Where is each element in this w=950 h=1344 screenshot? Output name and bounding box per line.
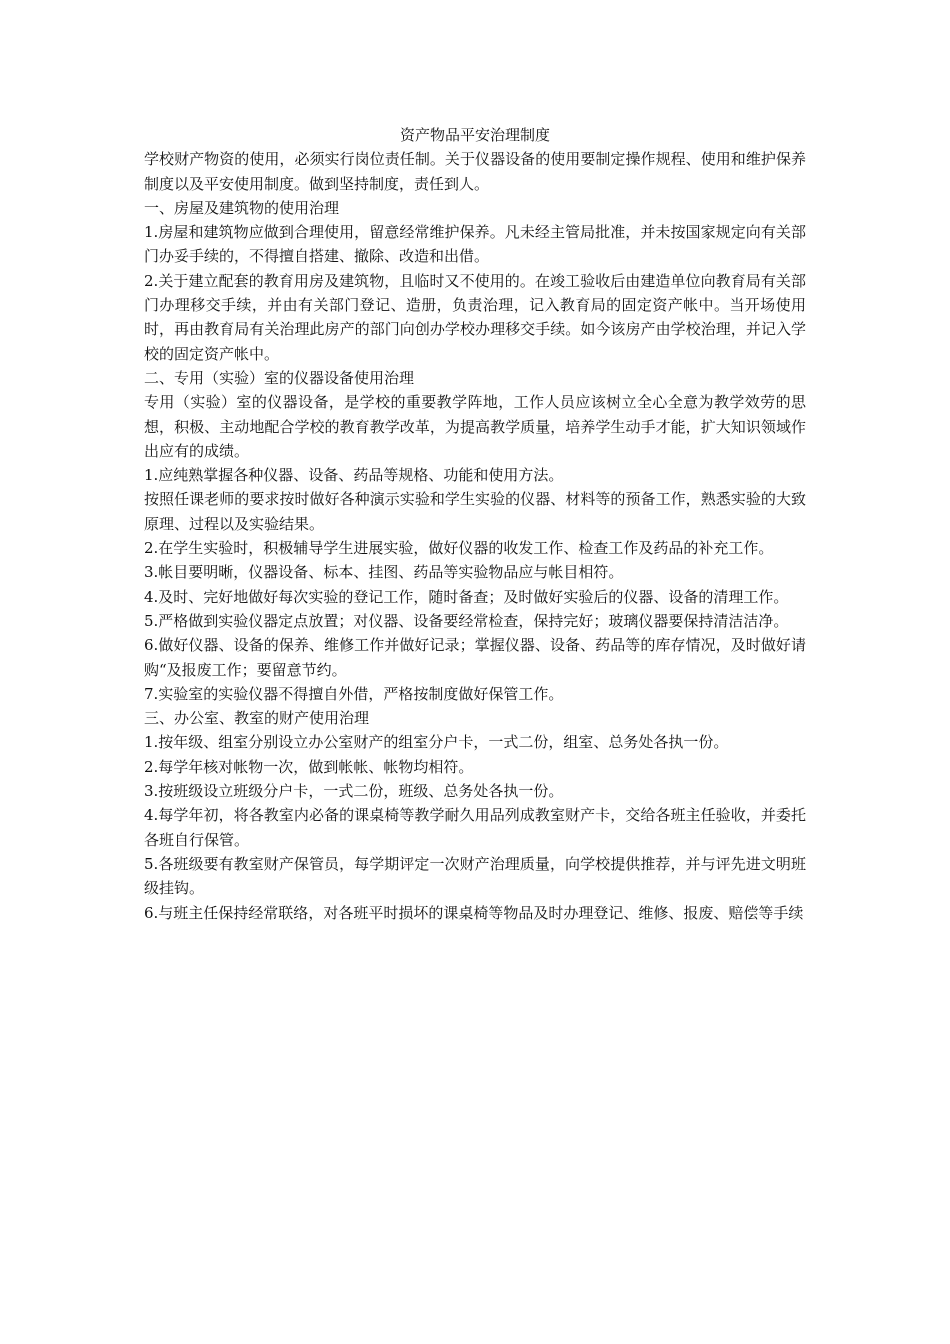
document-title: 资产物品平安治理制度 bbox=[399, 126, 550, 144]
paragraph-office-5: 5.各班级要有教室财产保管员，每学期评定一次财产治理质量，向学校提供推荐，并与评先进文明班级挂钩。 bbox=[144, 854, 806, 898]
paragraph-intro: 学校财产物资的使用，必须实行岗位责任制。关于仪器设备的使用要制定操作规程、使用和维护保养制度以及平安使用制度。做到坚持制度，责任到人。 bbox=[144, 150, 806, 193]
paragraph-lab-2: 2.在学生实验时，积极辅导学生进展实验，做好仪器的收发工作、检查工作及药品的补充工作。 bbox=[144, 539, 774, 558]
paragraph-lab-3: 3.帐目要明晰，仪器设备、标本、挂图、药品等实验物品应与帐目相符。 bbox=[144, 563, 624, 582]
document-body bbox=[144, 123, 806, 925]
section-heading-lab: 二、专用（实验）室的仪器设备使用治理 bbox=[144, 368, 415, 387]
paragraph-office-4: 4.每学年初，将各教室内必备的课桌椅等教学耐久用品列成教室财产卡，交给各班主任验收，并委托各班自行保管。 bbox=[144, 806, 806, 849]
paragraph-lab-5: 5.严格做到实验仪器定点放置；对仪器、设备要经常检查，保持完好；玻璃仪器要保持清洁洁净。 bbox=[144, 611, 789, 630]
paragraph-lab-6: 6.做好仪器、设备的保养、维修工作并做好记录；掌握仪器、设备、药品等的库存情况，及时做好请购“及报废工作；要留意节约。 bbox=[144, 636, 806, 679]
paragraph-lab-intro: 专用（实验）室的仪器设备，是学校的重要教学阵地，工作人员应该树立全心全意为教学效劳的思想，积极、主动地配合学校的教育教学改革，为提高教学质量，培养学生动手才能，扩大知识领域作出应有的成绩。 bbox=[144, 393, 806, 460]
section-heading-buildings: 一、房屋及建筑物的使用治理 bbox=[144, 198, 340, 217]
section-heading-office: 三、办公室、教室的财产使用治理 bbox=[144, 709, 370, 728]
paragraph-office-2: 2.每学年核对帐物一次，做到帐帐、帐物均相符。 bbox=[144, 757, 474, 776]
paragraph-office-6: 6.与班主任保持经常联络，对各班平时损坏的课桌椅等物品及时办理登记、维修、报废、赔偿等手续 bbox=[144, 903, 804, 922]
paragraph-office-1: 1.按年级、组室分别设立办公室财产的组室分户卡，一式二份，组室、总务处各执一份。 bbox=[144, 733, 729, 752]
paragraph-buildings-2: 2.关于建立配套的教育用房及建筑物，且临时又不使用的。在竣工验收后由建造单位向教育局有关部门办理移交手续，并由有关部门登记、造册，负责治理，记入教育局的固定资产帐中。当开场使用时，再由教育局有关治理此房产的部门向创办学校办理移交手续。如今该房产由学校治理，并记入学校的固定资产帐中。 bbox=[144, 271, 806, 363]
paragraph-office-3: 3.按班级设立班级分户卡，一式二份，班级、总务处各执一份。 bbox=[144, 782, 564, 801]
paragraph-lab-prep: 按照任课老师的要求按时做好各种演示实验和学生实验的仪器、材料等的预备工作，熟悉实验的大致原理、过程以及实验结果。 bbox=[144, 490, 806, 533]
paragraph-lab-7: 7.实验室的实验仪器不得擅自外借，严格按制度做好保管工作。 bbox=[144, 684, 564, 703]
paragraph-lab-4: 4.及时、完好地做好每次实验的登记工作，随时备查；及时做好实验后的仪器、设备的清理工作。 bbox=[144, 587, 789, 606]
paragraph-buildings-1: 1.房屋和建筑物应做到合理使用，留意经常维护保养。凡未经主管局批准，并未按国家规定向有关部门办妥手续的，不得擅自搭建、撤除、改造和出借。 bbox=[144, 223, 806, 266]
paragraph-lab-1: 1.应纯熟掌握各种仪器、设备、药品等规格、功能和使用方法。 bbox=[144, 466, 564, 485]
